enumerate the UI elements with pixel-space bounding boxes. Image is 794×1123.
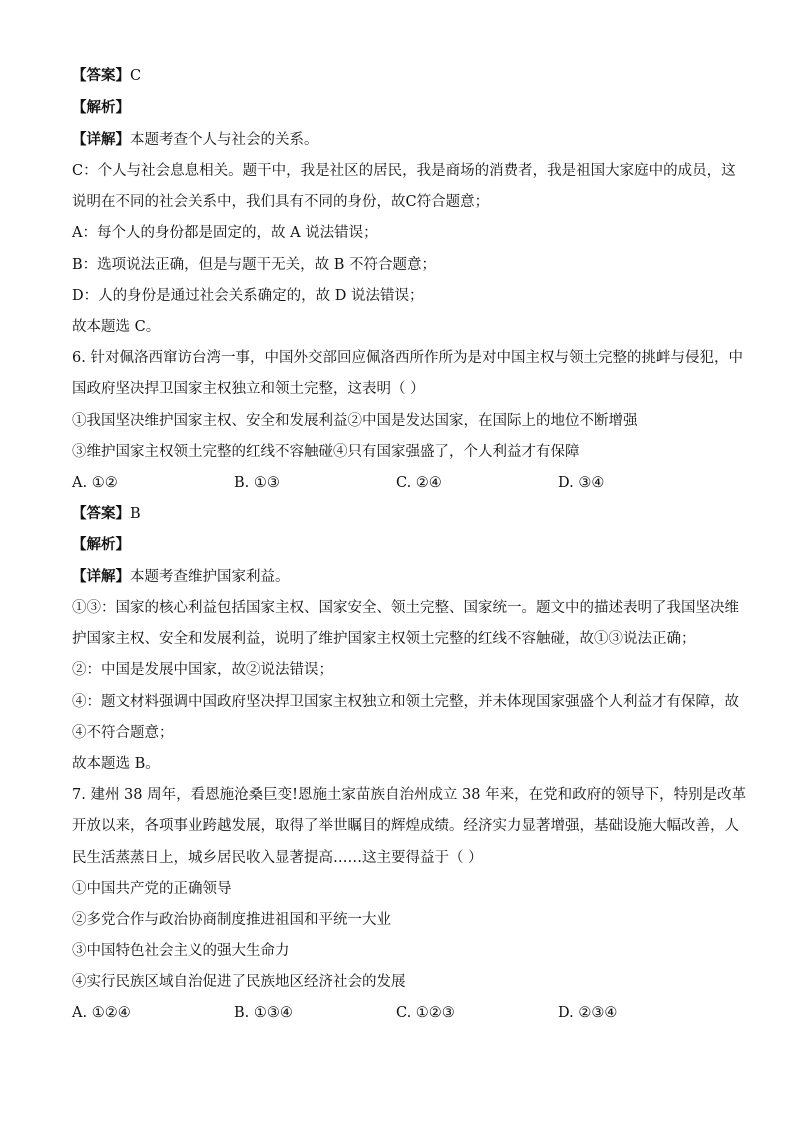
q5-analysis-tag: 【解析】 <box>72 99 130 116</box>
q7-options <box>72 1003 732 1023</box>
q5-explanation-line: 故本题选 C。 <box>72 319 161 335</box>
q6-explanation-line: ④：题文材料强调中国政府坚决捍卫国家主权独立和领土完整，并未体现国家强盛个人利益才有保障，故 <box>72 694 739 710</box>
detail-text: 本题考查个人与社会的关系。 <box>130 132 319 148</box>
q7-option-b[interactable]: B. ①③④ <box>234 1005 293 1021</box>
q6-option-c[interactable]: C. ②④ <box>396 475 442 491</box>
q5-explanation-line: A：每个人的身份都是固定的，故 A 说法错误； <box>72 225 378 241</box>
q7-statement-line: ④实行民族区域自治促进了民族地区经济社会的发展 <box>72 974 406 990</box>
q6-explanation-line: ②：中国是发展中国家，故②说法错误； <box>72 662 333 678</box>
q6-analysis-tag: 【解析】 <box>72 536 130 553</box>
detail-tag: 【详解】 <box>72 131 130 148</box>
answer-tag: 【答案】 <box>72 67 130 84</box>
q6-statement-line: ①我国坚决维护国家主权、安全和发展利益②中国是发达国家，在国际上的地位不断增强 <box>72 413 638 429</box>
q5-explanation-line: 说明在不同的社会关系中，我们具有不同的身份，故C符合题意； <box>72 194 490 210</box>
q6-option-b[interactable]: B. ①③ <box>234 475 280 491</box>
q6-stem-line: 国政府坚决捍卫国家主权独立和领土完整，这表明（ ） <box>72 381 425 397</box>
q7-statement-line: ③中国特色社会主义的强大生命力 <box>72 943 290 959</box>
q5-explanation-line: C：个人与社会息息相关。题干中，我是社区的居民，我是商场的消费者，我是祖国大家庭中的成员，这 <box>72 163 736 179</box>
q5-explanation-line: B：选项说法正确，但是与题干无关，故 B 不符合题意； <box>72 257 437 273</box>
q5-detail <box>72 130 732 150</box>
answer-value: B <box>130 506 141 522</box>
q6-options <box>72 473 732 493</box>
q6-detail <box>72 567 732 587</box>
q6-option-a[interactable]: A. ①② <box>72 475 118 491</box>
q5-answer <box>72 66 732 86</box>
q6-explanation-line: ①③：国家的核心利益包括国家主权、国家安全、领土完整、国家统一。题文中的描述表明了我国坚决维 <box>72 600 739 616</box>
q7-statement-line: ①中国共产党的正确领导 <box>72 881 232 897</box>
q6-statement-line: ③维护国家主权领土完整的红线不容触碰④只有国家强盛了，个人利益才有保障 <box>72 444 580 460</box>
q7-stem-line: 7. 建州 38 周年，看恩施沧桑巨变!恩施土家苗族自治州成立 38 年来，在党和政府的领导下，特别是改革 <box>72 787 747 803</box>
q7-option-c[interactable]: C. ①②③ <box>396 1005 455 1021</box>
detail-text: 本题考查维护国家利益。 <box>130 569 290 585</box>
q6-explanation-line: 故本题选 B。 <box>72 756 160 772</box>
q6-option-d[interactable]: D. ③④ <box>558 475 605 491</box>
detail-tag: 【详解】 <box>72 568 130 585</box>
q7-stem-line: 民生活蒸蒸日上，城乡居民收入显著提高……这主要得益于（ ） <box>72 850 483 866</box>
q7-stem-line: 开放以来，各项事业跨越发展，取得了举世瞩目的辉煌成绩。经济实力显著增强，基础设施大幅改善，人 <box>72 818 739 834</box>
answer-value: C <box>130 68 142 84</box>
q6-answer <box>72 504 732 524</box>
q7-option-d[interactable]: D. ②③④ <box>558 1005 618 1021</box>
q6-explanation-line: 护国家主权、安全和发展利益，说明了维护国家主权领土完整的红线不容触碰，故①③说法正确； <box>72 631 696 647</box>
q7-statement-line: ②多党合作与政治协商制度推进祖国和平统一大业 <box>72 912 391 928</box>
q6-explanation-line: ④不符合题意； <box>72 725 174 741</box>
q7-option-a[interactable]: A. ①②④ <box>72 1005 131 1021</box>
answer-tag: 【答案】 <box>72 505 130 522</box>
q5-explanation-line: D：人的身份是通过社会关系确定的，故 D 说法错误； <box>72 288 424 304</box>
q6-stem-line: 6. 针对佩洛西窜访台湾一事，中国外交部回应佩洛西所作所为是对中国主权与领土完整的挑衅与侵犯，中 <box>72 350 743 366</box>
